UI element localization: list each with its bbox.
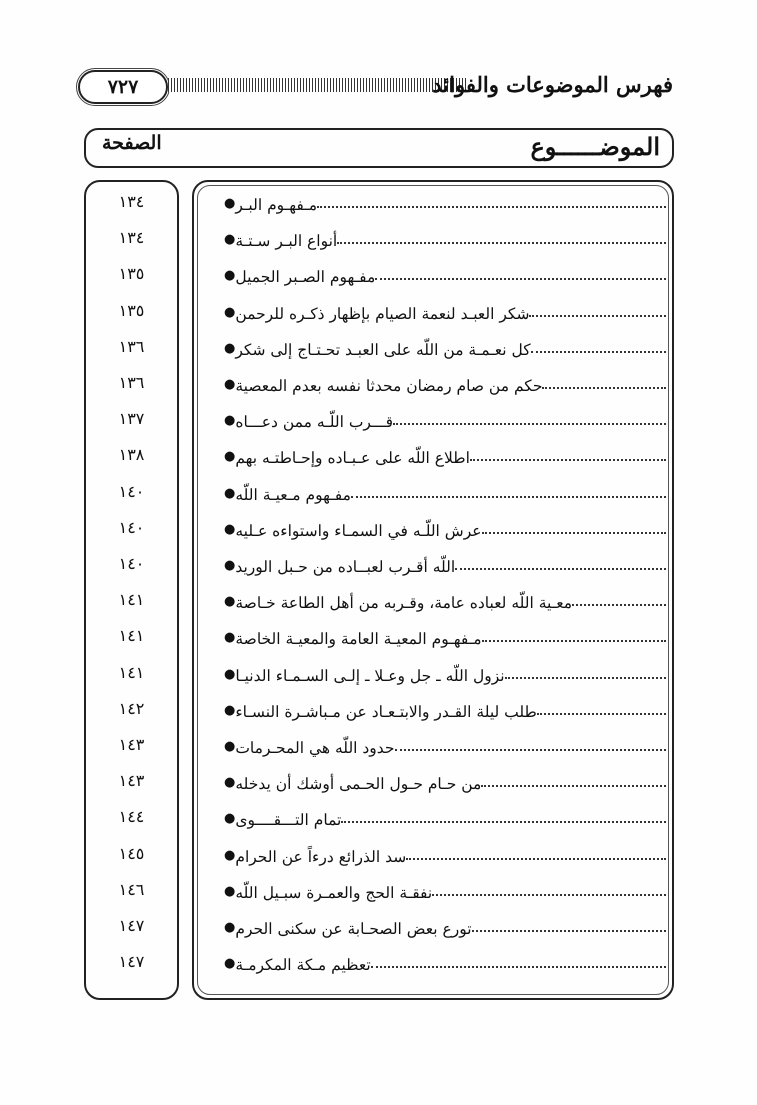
dot-leader: [482, 640, 666, 642]
entry-page-number: ١٣٤: [118, 228, 145, 247]
index-entry-topic: [218, 659, 668, 685]
index-entry-topic: [218, 405, 668, 431]
entry-topic-text: عرش اللّـه في السمـاء واستواءه عـليه: [235, 522, 482, 540]
index-entry-topic: [218, 224, 668, 250]
entry-topic-text: نزول اللّه ـ جل وعـلا ـ إلـى السـمـاء الدنيـا: [235, 667, 505, 685]
topic-column-label: الموضــــــوع: [530, 132, 660, 161]
index-entry-topic: [218, 622, 668, 648]
bullet-icon: ●: [224, 522, 236, 537]
dot-leader: [375, 278, 666, 280]
page-number-badge: [78, 70, 168, 104]
bullet-icon: ●: [224, 305, 236, 320]
index-entry-topic: [218, 550, 668, 576]
dot-leader: [481, 785, 666, 787]
entry-topic-text: حدود اللّه هي المحـرمات: [235, 739, 395, 757]
entry-page-number: ١٤١: [118, 590, 145, 609]
entry-topic-text: مـفهـوم المعيـة العامة والمعيـة الخاصة: [235, 630, 482, 648]
entry-topic-text: تمام التـــقــــوى: [235, 811, 342, 829]
bullet-icon: ●: [224, 775, 236, 790]
dot-leader: [341, 821, 666, 823]
index-entry-topic: [218, 912, 668, 938]
dot-leader: [482, 532, 667, 534]
bullet-icon: ●: [224, 739, 236, 754]
entry-topic-text: قـــرب اللّـه ممن دعـــاه: [235, 413, 393, 431]
entry-page-number: ١٤٣: [118, 771, 145, 790]
dot-leader: [317, 206, 666, 208]
entry-topic-text: مفـهوم الصـبر الجميل: [235, 268, 376, 286]
entry-page-number: ١٣٦: [118, 373, 145, 392]
dot-leader: [432, 894, 666, 896]
dot-leader: [505, 677, 666, 679]
dot-leader: [351, 496, 666, 498]
page-column-label: الصفحة: [102, 132, 162, 154]
entry-page-number: ١٣٨: [118, 445, 145, 464]
dot-leader: [395, 749, 667, 751]
bullet-icon: ●: [224, 268, 236, 283]
bullet-icon: ●: [224, 196, 236, 211]
entry-topic-text: مفـهوم مـعيـة اللّه: [235, 486, 351, 504]
entry-page-number: ١٤٠: [118, 554, 145, 573]
index-entry-topic: [218, 695, 668, 721]
dot-leader: [537, 713, 666, 715]
entry-page-number: ١٣٥: [118, 301, 145, 320]
bullet-icon: ●: [224, 920, 236, 935]
running-title: فهرس الموضوعات والفوائد: [432, 72, 673, 97]
dot-leader: [572, 604, 666, 606]
entry-page-number: ١٤٧: [118, 952, 145, 971]
entry-topic-text: نفقـة الحج والعمـرة سبـيل اللّه: [235, 884, 433, 902]
index-entry-topic: [218, 188, 668, 214]
entry-page-number: ١٤٠: [118, 518, 145, 537]
entry-page-number: ١٣٦: [118, 337, 145, 356]
dot-leader: [337, 242, 666, 244]
index-entry-topic: [218, 333, 668, 359]
entry-page-number: ١٤٤: [118, 807, 145, 826]
bullet-icon: ●: [224, 594, 236, 609]
bullet-icon: ●: [224, 667, 236, 682]
index-entry-topic: [218, 441, 668, 467]
entry-topic-text: معـية اللّه لعباده عامة، وقـربه من أهل الطاعة خـاصة: [235, 594, 573, 612]
bullet-icon: ●: [224, 449, 236, 464]
entry-topic-text: كل نعـمـة من اللّه على العبـد تحـتـاج إلى شكر: [235, 341, 531, 359]
bullet-icon: ●: [224, 884, 236, 899]
index-entry-topic: [218, 297, 668, 323]
entry-topic-text: تعظيم مـكة المكرمـة: [235, 956, 371, 974]
dot-leader: [406, 858, 666, 860]
bullet-icon: ●: [224, 811, 236, 826]
index-entry-topic: [218, 767, 668, 793]
column-header: [84, 128, 674, 168]
bullet-icon: ●: [224, 486, 236, 501]
dot-leader: [470, 459, 666, 461]
bullet-icon: ●: [224, 558, 236, 573]
entry-topic-text: حكم من صام رمضان محدثا نفسه بعدم المعصية: [235, 377, 543, 395]
page-number: ٧٢٧: [107, 76, 139, 98]
index-entry-topic: [218, 586, 668, 612]
entry-topic-text: سد الذرائع درءاً عن الحرام: [235, 848, 407, 866]
dot-leader: [371, 966, 666, 968]
entry-topic-text: أنواع البـر سـتـة: [235, 232, 338, 250]
dot-leader: [529, 315, 666, 317]
entry-page-number: ١٣٤: [118, 192, 145, 211]
bullet-icon: ●: [224, 341, 236, 356]
dot-leader: [472, 930, 666, 932]
index-entry-topic: [218, 948, 668, 974]
entry-page-number: ١٤٣: [118, 735, 145, 754]
bullet-icon: ●: [224, 377, 236, 392]
entry-topic-text: تورع بعض الصحـابة عن سكنى الحرم: [235, 920, 472, 938]
bullet-icon: ●: [224, 703, 236, 718]
index-entry-topic: [218, 803, 668, 829]
entry-page-number: ١٣٥: [118, 264, 145, 283]
bullet-icon: ●: [224, 413, 236, 428]
entry-page-number: ١٤١: [118, 626, 145, 645]
index-entry-topic: [218, 731, 668, 757]
entry-topic-text: من حـام حـول الحـمى أوشك أن يدخله: [235, 775, 482, 793]
entry-topic-text: طلب ليلة القـدر والابتـعـاد عن مـباشـرة النسـاء: [235, 703, 537, 721]
entry-page-number: ١٤٥: [118, 844, 145, 863]
index-entry-topic: [218, 369, 668, 395]
bullet-icon: ●: [224, 848, 236, 863]
index-entry-topic: [218, 876, 668, 902]
entry-page-number: ١٤٦: [118, 880, 145, 899]
index-entry-topic: [218, 840, 668, 866]
entry-topic-text: مـفهـوم البـر: [235, 196, 318, 214]
dot-leader: [531, 351, 666, 353]
entry-page-number: ١٤٧: [118, 916, 145, 935]
dot-leader: [455, 568, 666, 570]
entry-page-number: ١٤١: [118, 663, 145, 682]
entry-page-number: ١٤٠: [118, 482, 145, 501]
entry-page-number: ١٣٧: [118, 409, 145, 428]
dot-leader: [393, 423, 666, 425]
bullet-icon: ●: [224, 630, 236, 645]
index-entry-topic: [218, 260, 668, 286]
entry-topic-text: اللّه أقـرب لعبــاده من حـبل الوريد: [235, 558, 456, 576]
header-rule: [168, 78, 468, 92]
entry-page-number: ١٤٢: [118, 699, 145, 718]
entry-topic-text: شكر العبـد لنعمة الصيام بإظهار ذكـره للرحمن: [235, 305, 530, 323]
index-entry-topic: [218, 478, 668, 504]
index-entry-topic: [218, 514, 668, 540]
dot-leader: [542, 387, 666, 389]
entry-topic-text: اطلاع اللّه على عـبـاده وإحـاطتـه بهم: [235, 449, 470, 467]
bullet-icon: ●: [224, 956, 236, 971]
bullet-icon: ●: [224, 232, 236, 247]
